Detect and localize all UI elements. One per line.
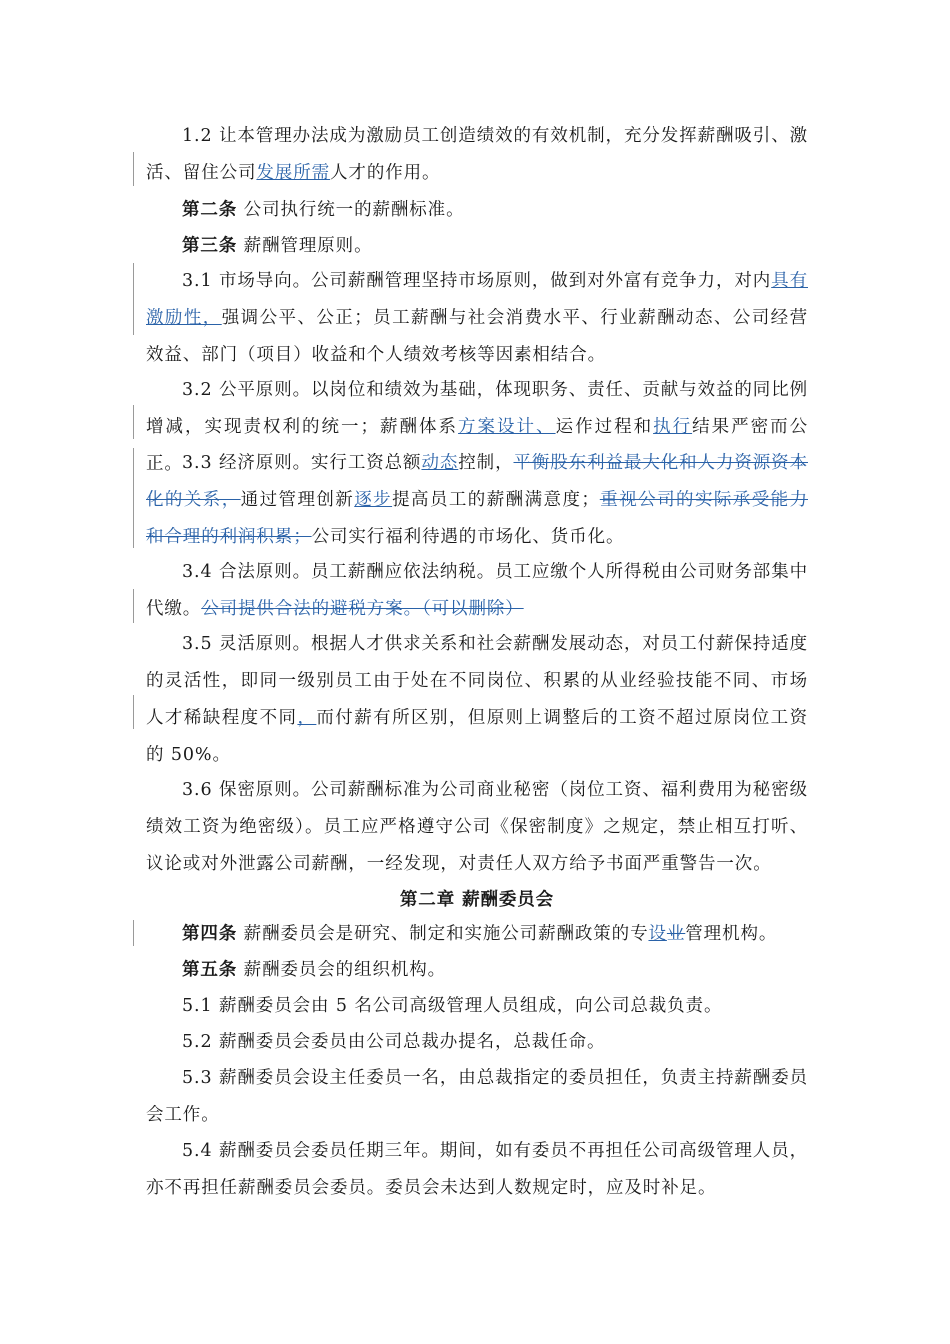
change-bar bbox=[133, 448, 134, 548]
article-5: 第五条 薪酬委员会的组织机构。 bbox=[182, 960, 447, 980]
article-4: 第四条 薪酬委员会是研究、制定和实施公司薪酬政策的专设业管理机构。 bbox=[182, 924, 778, 944]
inserted-text: ， bbox=[297, 708, 317, 728]
deleted-text: 平衡股东利益最大化和人力资源资本化的关系， bbox=[146, 453, 808, 510]
paragraph-3-4: 3.4 合法原则。员工薪酬应依法纳税。员工应缴个人所得税由公司财务部集中代缴。公司提供合法的避税方案。（可以删除） bbox=[146, 562, 808, 619]
inserted-text: 逐步 bbox=[354, 490, 393, 510]
paragraph-3-1: 3.1 市场导向。公司薪酬管理坚持市场原则，做到对外富有竞争力，对内具有激励性，强调公平、公正；员工薪酬与社会消费水平、行业薪酬动态、公司经营效益、部门（项目）收益和个人绩效考核等因素相结合。 bbox=[146, 271, 808, 365]
article-2: 第二条 公司执行统一的薪酬标准。 bbox=[182, 200, 465, 220]
paragraph-1-2: 1.2 让本管理办法成为激励员工创造绩效的有效机制，充分发挥薪酬吸引、激活、留住公司发展所需人才的作用。 bbox=[146, 126, 808, 183]
deleted-text: 重视公司的实际承受能力和合理的利润积累； bbox=[146, 490, 808, 547]
inserted-text: 具有激励性， bbox=[146, 271, 808, 328]
inserted-text: 执行 bbox=[653, 417, 693, 437]
change-bar bbox=[133, 920, 134, 946]
deleted-text: 公司提供合法的避税方案。（可以删除） bbox=[201, 599, 524, 619]
paragraph-3-3: 3.3 经济原则。实行工资总额动态控制，平衡股东利益最大化和人力资源资本化的关系，通过管理创新逐步提高员工的薪酬满意度；重视公司的实际承受能力和合理的利润积累；公司实行福利待遇的市场化、货币化。 bbox=[146, 453, 808, 547]
change-bar bbox=[133, 589, 134, 623]
article-heading: 第四条 bbox=[182, 924, 238, 944]
article-heading: 第二条 bbox=[182, 200, 238, 220]
paragraph-5-3: 5.3 薪酬委员会设主任委员一名，由总裁指定的委员担任，负责主持薪酬委员会工作。 bbox=[146, 1068, 808, 1125]
inserted-text: 设 bbox=[648, 924, 667, 944]
chapter-title: 第二章 薪酬委员会 bbox=[399, 890, 555, 910]
inserted-text: 发展所需 bbox=[256, 163, 331, 183]
paragraph-5-2: 5.2 薪酬委员会委员由公司总裁办提名，总裁任命。 bbox=[182, 1032, 606, 1052]
paragraph-3-6: 3.6 保密原则。公司薪酬标准为公司商业秘密（岗位工资、福利费用为秘密级绩效工资为绝密级）。员工应严格遵守公司《保密制度》之规定，禁止相互打听、议论或对外泄露公司薪酬，一经发现，对责任人双方给予书面严重警告一次。 bbox=[146, 780, 808, 874]
inserted-text: 动态 bbox=[421, 453, 459, 473]
change-bar bbox=[133, 263, 134, 335]
inserted-text: 方案设计、 bbox=[458, 417, 556, 437]
paragraph-5-4: 5.4 薪酬委员会委员任期三年。期间，如有委员不再担任公司高级管理人员，亦不再担任薪酬委员会委员。委员会未达到人数规定时，应及时补足。 bbox=[146, 1141, 808, 1198]
article-heading: 第三条 bbox=[182, 236, 238, 256]
change-bar bbox=[133, 152, 134, 186]
change-bar bbox=[133, 405, 134, 439]
change-bar bbox=[133, 695, 134, 729]
deleted-text: 业 bbox=[666, 924, 686, 944]
paragraph-5-1: 5.1 薪酬委员会由 5 名公司高级管理人员组成，向公司总裁负责。 bbox=[182, 996, 723, 1016]
paragraph-3-2: 3.2 公平原则。以岗位和绩效为基础，体现职务、责任、贡献与效益的同比例增减，实现责权利的统一；薪酬体系方案设计、运作过程和执行结果严密而公正。 bbox=[146, 380, 809, 474]
article-heading: 第五条 bbox=[182, 960, 238, 980]
paragraph-3-5: 3.5 灵活原则。根据人才供求关系和社会薪酬发展动态，对员工付薪保持适度的灵活性，即同一级别员工由于处在不同岗位、积累的从业经验技能不同、市场人才稀缺程度不同，而付薪有所区别，但原则上调整后的工资不超过原岗位工资的 50%。 bbox=[146, 634, 808, 765]
article-3: 第三条 薪酬管理原则。 bbox=[182, 236, 373, 256]
